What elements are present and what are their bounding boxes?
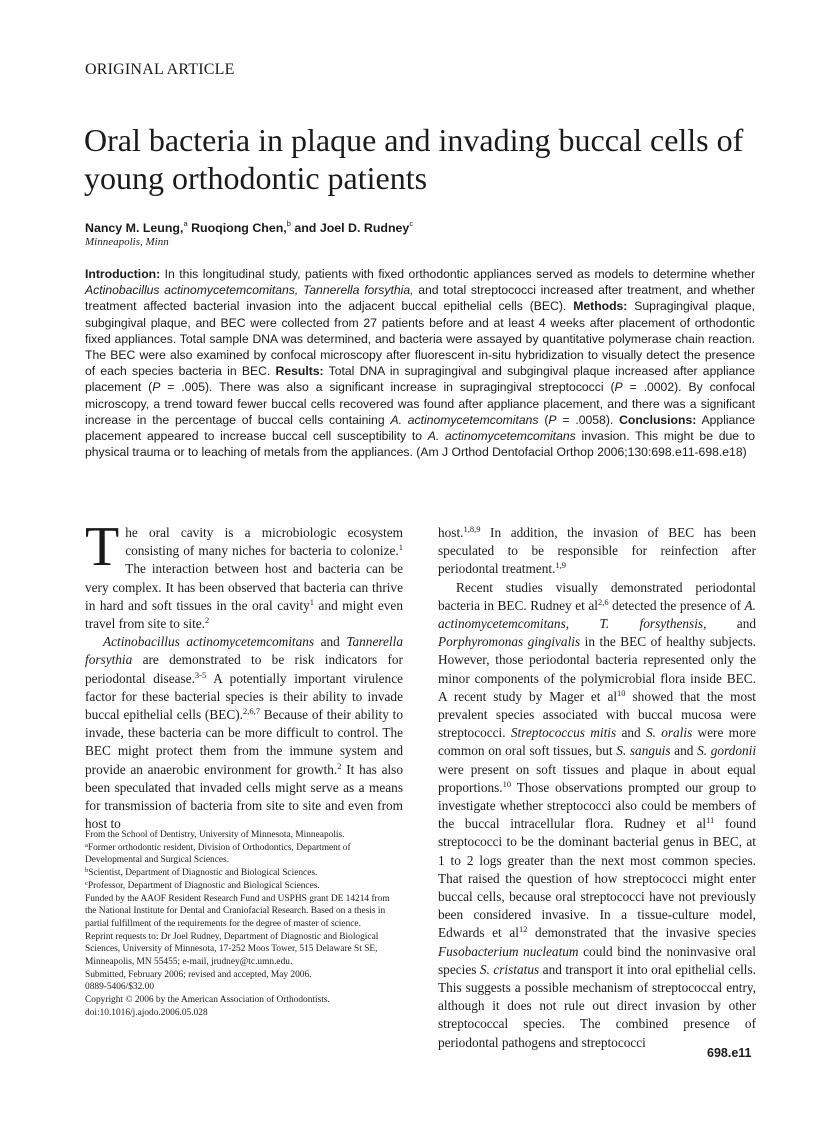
author-name: and Joel D. Rudney: [290, 221, 410, 235]
citation: 2,6,7: [242, 706, 260, 717]
footnote: From the School of Dentistry, University of Minnesota, Minneapolis.: [85, 830, 345, 840]
author-name: Nancy M. Leung,: [85, 221, 184, 235]
footnote-mark: b: [85, 867, 89, 875]
species-name: A. actinomycetemcomitans, T. forsythensis,: [438, 597, 756, 632]
footnote: Submitted, February 2006; revised and accepted, May 2006.: [85, 969, 312, 980]
species-name: S. oralis: [645, 725, 693, 741]
body-text: could bind the noninvasive oral species: [438, 943, 756, 977]
citation: 3-5: [194, 669, 207, 680]
author-affiliation-mark: a: [183, 219, 188, 228]
footnote-text: Professor, Department of Diagnostic and Biological Sciences.: [87, 880, 320, 891]
citation: 2,6: [597, 596, 609, 607]
page-number: 698.e11: [707, 1046, 752, 1060]
body-text: A potentially important virulence factor for these bacterial species is their ability to invade buccal epithelial cells (BEC).: [85, 670, 403, 723]
p-value-symbol: P: [548, 412, 557, 427]
abstract: [85, 266, 755, 460]
footnote-mark: c: [85, 879, 88, 887]
body-text: Because of their ability to invade, these bacteria can be more difficult to control. The BEC might protect them from the immune system and provide an anaerobic environment for growth.: [85, 707, 403, 777]
species-name: S. cristatus: [479, 961, 540, 977]
footnote: [85, 842, 403, 867]
body-text: Those observations prompted our group to investigate whether streptococci also could be members of the buccal intracellular flora. Rudney et al: [438, 779, 756, 832]
abstract-text: In this longitudinal study, patients with fixed orthodontic appliances served as models to determine whether: [160, 267, 755, 281]
species-name: Actinobacillus actinomycetemcomitans: [103, 634, 315, 650]
footnote: Reprint requests to: Dr Joel Rudney, Department of Diagnostic and Biological Sciences, University of Minnesota, 17-252 Moos Tower, 515 Delaware St SE, Minneapolis, MN 55455; e-mail, jrudney@tc.umn.edu.: [85, 931, 379, 968]
abstract-text: Supragingival plaque, subgingival plaque, and BEC were collected from 27 patients before and at least 4 weeks after placement of orthodontic fixed appliances. Total sample DNA was determined, and bacteria were assayed by quantitative polymerase chain reaction. The BEC were also examined by confocal microscopy after fluorescent in-situ hybridization to visually detect the presence of each species bacteria in BEC.: [85, 299, 755, 379]
abstract-results-label: Results:: [275, 364, 324, 379]
body-text: demonstrated that the invasive species: [527, 925, 756, 941]
footnote: Funded by the AAOF Resident Research Fund and USPHS grant DE 14214 from the National Institute for Dental and Craniofacial Research. Based on a thesis in partial fulfillment of the requirements for the degree of master of science.: [85, 893, 390, 929]
body-text: and: [706, 616, 756, 632]
body-text: and: [314, 634, 347, 650]
abstract-text: = .0002). By confocal microscopy, a trend toward fewer buccal cells recovered was found after appliance placement, and there was a significant increase in the percentage of buccal cells containing: [85, 380, 755, 427]
citation: 10: [502, 778, 512, 789]
drop-cap: T: [85, 516, 120, 578]
body-text: in the BEC of healthy subjects. However, those periodontal bacteria represented only the minor components of the polymicrobial flora inside BEC. A recent study by Mager et al: [438, 634, 756, 704]
body-text: detected the presence of: [608, 597, 745, 613]
footnote: [85, 880, 403, 893]
abstract-text: Total DNA in supragingival and subgingival plaque increased after appliance placement (: [85, 364, 755, 395]
p-value-symbol: P: [152, 380, 161, 395]
citation: 10: [617, 687, 626, 698]
author-affiliation-mark: b: [286, 219, 291, 228]
footnote: 0889-5406/$32.00: [85, 982, 155, 993]
footnote: doi:10.1016/j.ajodo.2006.05.028: [85, 1007, 208, 1018]
body-text: host.: [438, 525, 464, 540]
body-text: were present on soft tissues and plaque in about equal proportions.: [438, 761, 756, 795]
species-name: Porphyromonas gingivalis: [438, 634, 581, 650]
body-text: were more common on oral soft tissues, but: [438, 725, 756, 759]
body-text: and might even travel from site to site.: [85, 597, 403, 632]
abstract-conclusions-label: Conclusions:: [619, 412, 697, 427]
species-name: A. actinomycetemcomitans: [427, 429, 576, 444]
citation: 1: [309, 596, 314, 607]
citation: 1,8,9: [463, 524, 481, 534]
body-paragraph: [438, 579, 756, 1052]
body-paragraph: [85, 633, 403, 833]
abstract-text: = .005). There was also a significant increase in supragingival streptococci (: [160, 380, 615, 395]
body-text: It has also been speculated that invaded cells might serve as a means for transmission of bacteria from site to site and even from host to: [85, 761, 403, 832]
abstract-text: invasion. This might be due to physical trauma or to leaching of metals from the appliances. (Am J Orthod Dentofacial Orthop 2006;130:698.e11-698.e18): [85, 429, 755, 460]
footnote: [85, 867, 403, 880]
p-value-symbol: P: [614, 380, 623, 395]
footnote: Copyright © 2006 by the American Association of Orthodontists.: [85, 995, 330, 1006]
abstract-methods-label: Methods:: [573, 299, 628, 314]
author-list: [85, 219, 413, 235]
body-column-right: [438, 524, 756, 1052]
citation: 11: [706, 815, 715, 826]
footnote-mark: a: [85, 841, 88, 849]
species-name: Actinobacillus actinomycetemcomitans, Tannerella forsythia,: [85, 283, 414, 298]
species-name: S. gordonii: [697, 743, 757, 759]
body-text: found streptococci to be the dominant bacterial genus in BEC, at 1 to 2 logs greater than the next most common species. That raised the question of how streptococci might enter buccal cells, because oral streptococci have not previously been considered invasive. In a tissue-culture model, Edwards et al: [438, 816, 756, 941]
citation: 1: [398, 542, 403, 553]
body-text: and: [616, 725, 646, 741]
author-location: Minneapolis, Minn: [85, 236, 169, 248]
footnote-text: Scientist, Department of Diagnostic and Biological Sciences.: [88, 868, 318, 879]
body-text: he oral cavity is a microbiologic ecosystem consisting of many niches for bacteria to colonize.: [125, 525, 403, 559]
body-text: and transport it into oral epithelial cells. This suggests a possible mechanism of streptococcal entry, although it does not rule out direct invasion by other streptococcal species. The combined presence of periodontal pathogens and streptococci: [438, 961, 756, 1050]
body-text: and: [670, 743, 698, 759]
body-paragraph: [438, 524, 756, 579]
body-text: are demonstrated to be risk indicators for periodontal disease.: [85, 652, 403, 686]
species-name: Fusobacterium nucleatum: [438, 943, 579, 959]
species-name: Tannerella forsythia: [85, 634, 403, 668]
abstract-text: and total streptococci increased after treatment, and whether treatment affected bacterial invasion into the adjacent buccal epithelial cells (BEC).: [85, 283, 756, 314]
body-text: showed that the most prevalent species associated with buccal mucosa were streptococci.: [438, 688, 757, 741]
species-name: Streptococcus mitis: [510, 725, 617, 741]
body-column-left: [85, 516, 403, 833]
author-affiliation-mark: c: [409, 219, 414, 228]
footnote-text: Former orthodontic resident, Division of Orthodontics, Department of Developmental and Surgical Sciences.: [85, 842, 351, 866]
footnotes: [85, 829, 403, 1020]
species-name: S. sanguis: [616, 743, 671, 759]
body-text: The interaction between host and bacteria can be very complex. It has been observed that bacteria can thrive in hard and soft tissues in the oral cavity: [85, 561, 403, 613]
body-text: Recent studies visually demonstrated periodontal bacteria in BEC. Rudney et al: [438, 579, 756, 613]
abstract-text: = .0058).: [556, 412, 620, 427]
body-text: In addition, the invasion of BEC has been speculated to be responsible for reinfection after periodontal treatment.: [438, 525, 756, 577]
article-title: Oral bacteria in plaque and invading buccal cells of young orthodontic patients: [84, 122, 744, 196]
citation: 2: [205, 615, 210, 626]
citation: 2: [337, 760, 342, 771]
citation: 12: [518, 924, 528, 935]
section-label: ORIGINAL ARTICLE: [85, 61, 235, 78]
abstract-text: (: [538, 412, 549, 427]
species-name: A. actinomycetemcomitans: [390, 412, 539, 427]
author-name: Ruoqiong Chen,: [187, 221, 287, 235]
body-paragraph: [85, 516, 403, 633]
citation: 1,9: [555, 560, 567, 571]
abstract-intro-label: Introduction:: [85, 267, 161, 281]
abstract-text: Appliance placement appeared to increase buccal cell susceptibility to: [85, 412, 755, 444]
